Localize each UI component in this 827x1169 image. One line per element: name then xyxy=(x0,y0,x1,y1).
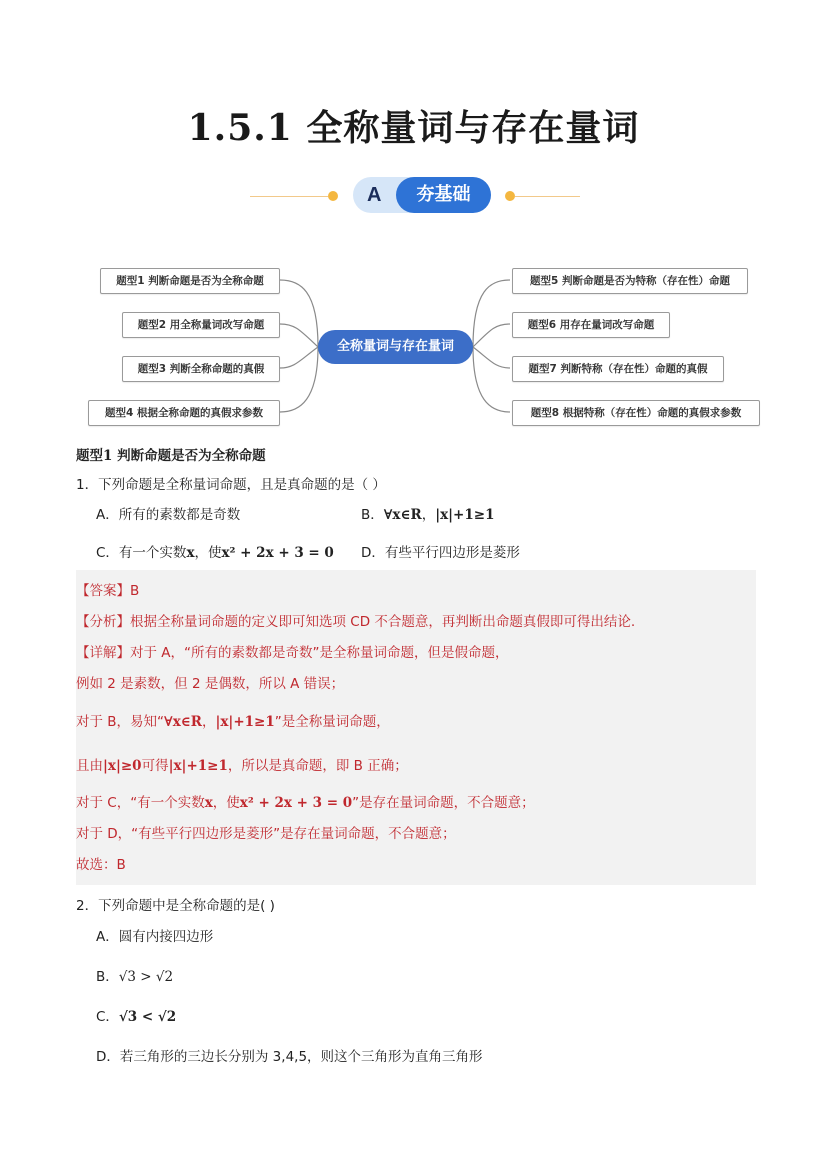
answer-detail-1: 【详解】对于 A，“所有的素数都是奇数”是全称量词命题，但是假命题， xyxy=(76,645,509,661)
detail-4-text-b: 可得 xyxy=(141,758,169,774)
mindmap-left-item-1: 题型1 判断命题是否为全称命题 xyxy=(100,268,280,294)
q2-option-c xyxy=(76,997,756,1037)
detail-5-var: x xyxy=(204,795,213,811)
answer-detail-3 xyxy=(76,700,756,744)
answer-box-1 xyxy=(76,570,756,885)
banner-dot-left xyxy=(328,191,338,201)
banner-dot-right xyxy=(505,191,515,201)
q2-option-d: D．若三角形的三边长分别为 3,4,5，则这个三角形为直角三角形 xyxy=(96,1049,483,1065)
answer-detail-2: 例如 2 是素数，但 2 是偶数，所以 A 错误； xyxy=(76,676,345,692)
q2-option-a: A．圆有内接四边形 xyxy=(96,929,214,945)
mind-map xyxy=(0,250,827,440)
q1-option-b-sep: ， xyxy=(421,507,436,523)
q2-option-b xyxy=(76,957,756,997)
q1-option-a: A．所有的素数都是奇数 xyxy=(96,507,241,523)
section-banner xyxy=(250,176,580,216)
mindmap-right-item-7: 题型7 判断特称（存在性）命题的真假 xyxy=(512,356,724,382)
answer-detail-6: 对于 D，“有些平行四边形是菱形”是存在量词命题，不合题意； xyxy=(76,826,456,842)
mindmap-right-item-8: 题型8 根据特称（存在性）命题的真假求参数 xyxy=(512,400,760,426)
mindmap-left-item-2: 题型2 用全称量词改写命题 xyxy=(122,312,280,338)
detail-4-text-c: ，所以是真命题，即 B 正确； xyxy=(227,758,408,774)
q1-option-b xyxy=(361,496,626,534)
q1-option-c-math: x² + 2x + 3 = 0 xyxy=(221,545,334,561)
detail-5-text-c: ”是存在量词命题，不合题意； xyxy=(352,795,535,811)
detail-4-math-2: |x|+1≥1 xyxy=(168,758,228,774)
mindmap-left-item-3: 题型3 判断全称命题的真假 xyxy=(122,356,280,382)
banner-line-right xyxy=(515,196,580,197)
q1-option-c-prefix: C．有一个实数 xyxy=(96,545,187,561)
q2-option-c-math: √3 < √2 xyxy=(118,1009,177,1025)
answer-label: 【答案】B xyxy=(76,583,140,599)
detail-4-text-a: 且由 xyxy=(76,758,103,774)
detail-5-math: x² + 2x + 3 = 0 xyxy=(239,795,353,811)
q2-option-c-prefix: C． xyxy=(96,1009,119,1025)
banner-letter: A xyxy=(353,177,413,213)
q1-option-c-var: x xyxy=(186,545,195,561)
answer-final: 故选：B xyxy=(76,857,126,873)
question-1-stem: 1．下列命题是全称量词命题，且是真命题的是（ ） xyxy=(76,477,386,493)
section-title: 题型1 判断命题是否为全称命题 xyxy=(76,448,266,464)
question-content xyxy=(76,444,756,1077)
q1-option-d: D．有些平行四边形是菱形 xyxy=(361,545,520,561)
banner-line-left xyxy=(250,196,328,197)
answer-detail-4 xyxy=(76,744,756,788)
mindmap-right-item-6: 题型6 用存在量词改写命题 xyxy=(512,312,670,338)
detail-3-text-a: 对于 B，易知“ xyxy=(76,714,165,730)
question-1-options xyxy=(76,496,756,572)
detail-3-text-b: ， xyxy=(201,714,216,730)
q2-option-b-math: √3 > √2 xyxy=(118,969,174,985)
mindmap-right-item-5: 题型5 判断命题是否为特称（存在性）命题 xyxy=(512,268,748,294)
detail-5-text-b: ，使 xyxy=(212,795,240,811)
q1-option-b-math-2: |x|+1≥1 xyxy=(435,507,495,523)
page-title: 1.5.1 全称量词与存在量词 xyxy=(187,107,640,149)
detail-5-text-a: 对于 C，“有一个实数 xyxy=(76,795,205,811)
q2-option-b-prefix: B． xyxy=(96,969,119,985)
detail-3-text-c: ”是全称量词命题， xyxy=(274,714,390,730)
answer-analysis: 【分析】根据全称量词命题的定义即可知选项 CD 不合题意，再判断出命题真假即可得出结论. xyxy=(76,614,636,630)
detail-3-math-1: ∀x∈R xyxy=(164,714,202,730)
detail-4-math-1: |x|≥0 xyxy=(103,758,142,774)
q1-option-c xyxy=(96,534,361,572)
q1-option-b-prefix: B． xyxy=(361,507,384,523)
question-2-stem: 2．下列命题中是全称命题的是( ) xyxy=(76,898,275,914)
detail-3-math-2: |x|+1≥1 xyxy=(215,714,275,730)
mindmap-center: 全称量词与存在量词 xyxy=(318,330,473,364)
answer-detail-5 xyxy=(76,788,756,819)
q1-option-c-mid: ，使 xyxy=(194,545,222,561)
banner-label: 夯基础 xyxy=(396,177,491,213)
mindmap-left-item-4: 题型4 根据全称命题的真假求参数 xyxy=(88,400,280,426)
q1-option-b-math-1: ∀x∈R xyxy=(383,507,422,523)
